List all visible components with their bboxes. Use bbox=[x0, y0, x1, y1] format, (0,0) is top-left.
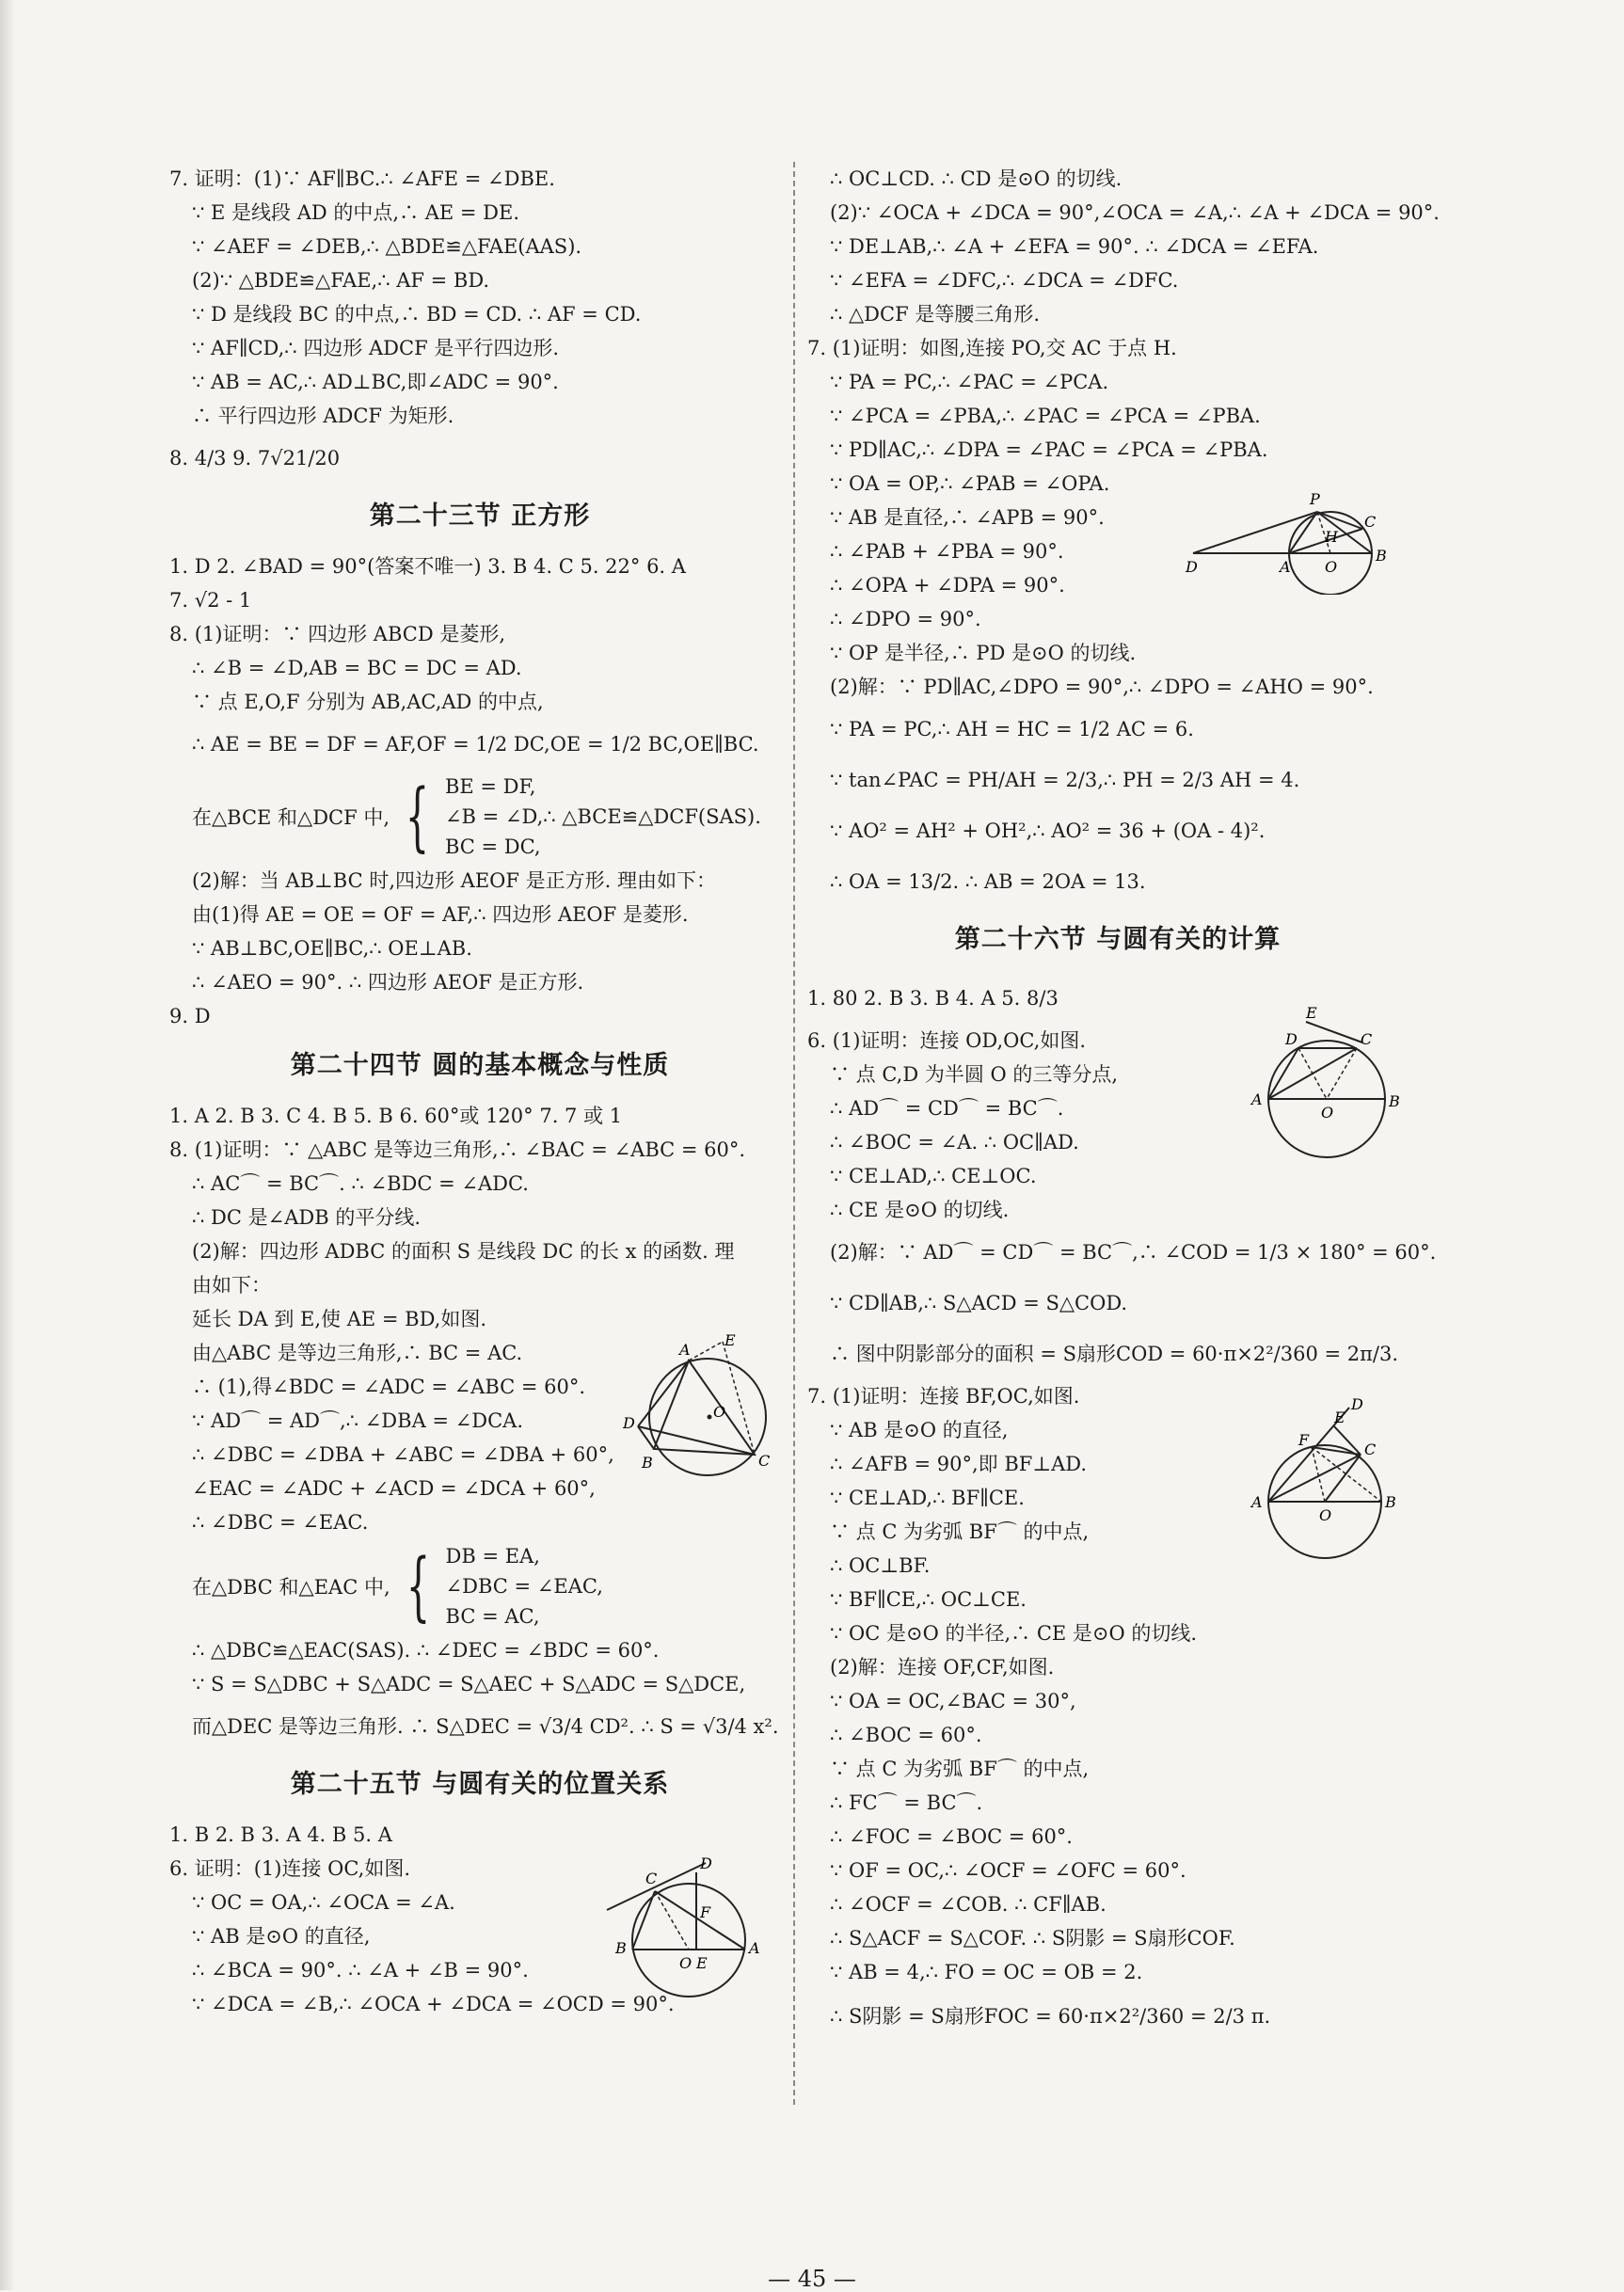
fig-label: C bbox=[645, 1870, 658, 1887]
answer-line: ∵ ∠DCA = ∠B,∴ ∠OCA + ∠DCA = ∠OCD = 90°. bbox=[192, 1993, 675, 2015]
figure-24 bbox=[621, 1334, 781, 1485]
fig-label: D bbox=[623, 1414, 635, 1432]
figure-26a bbox=[1240, 1005, 1409, 1165]
answer-line: 7. (1)证明：连接 BF,OC,如图. bbox=[807, 1385, 1080, 1408]
answer-line: ∵ OA = OP,∴ ∠PAB = ∠OPA. bbox=[830, 472, 1110, 495]
fig-label: O bbox=[679, 1954, 693, 1972]
brace-group-24 bbox=[169, 1539, 790, 1633]
answer-line: ∴ OC⊥BF. bbox=[830, 1554, 931, 1577]
section-heading-24: 第二十四节 圆的基本概念与性质 bbox=[290, 1051, 670, 1080]
answer-line: ∴ 图中阴影部分的面积 = S扇形COD = 60·π×2²/360 = 2π/3. bbox=[830, 1343, 1399, 1365]
answer-line: ∵ PA = PC,∴ ∠PAC = ∠PCA. bbox=[830, 371, 1109, 393]
answer-line: ∵ CE⊥AD,∴ BF∥CE. bbox=[830, 1487, 1025, 1509]
fig-label: D bbox=[1351, 1398, 1363, 1413]
fig-label: O bbox=[1325, 558, 1338, 576]
answer-line: ∵ S = S△DBC + S△ADC = S△AEC + S△ADC = S△DCE, bbox=[192, 1673, 746, 1695]
answer-line: ∵ 点 C,D 为半圆 O 的三等分点, bbox=[830, 1063, 1119, 1086]
fig-label: E bbox=[724, 1334, 736, 1349]
answer-line: ∵ DE⊥AB,∴ ∠A + ∠EFA = 90°. ∴ ∠DCA = ∠EFA. bbox=[830, 235, 1319, 258]
answer-line: 由△ABC 是等边三角形,∴ BC = AC. bbox=[192, 1342, 523, 1364]
answer-block-25b bbox=[807, 162, 1440, 704]
answer-line: ∵ AD⌒ = AD⌒,∴ ∠DBA = ∠DCA. bbox=[192, 1409, 524, 1432]
answer-line: ∴ ∠OPA + ∠DPA = 90°. bbox=[830, 574, 1065, 597]
answer-line: ∵ PA = PC,∴ AH = HC = 1/2 AC = 6. bbox=[830, 718, 1194, 740]
fig-label: C bbox=[758, 1452, 771, 1470]
answer-line: BC = DC, bbox=[444, 836, 541, 858]
fig-label: A bbox=[1251, 1090, 1263, 1108]
fig-label: C bbox=[1364, 513, 1377, 531]
answer-line: ∵ OA = OC,∠BAC = 30°, bbox=[830, 1690, 1076, 1712]
answer-line: ∵ PD∥AC,∴ ∠DPA = ∠PAC = ∠PCA = ∠PBA. bbox=[830, 438, 1268, 461]
answer-line: ∴ DC 是∠ADB 的平分线. bbox=[192, 1206, 421, 1229]
answer-line: ∵ OC 是⊙O 的半径,∴ CE 是⊙O 的切线. bbox=[830, 1622, 1198, 1645]
fig-label: F bbox=[1298, 1431, 1310, 1449]
answer-line: ∵ AO² = AH² + OH²,∴ AO² = 36 + (OA - 4)². bbox=[830, 820, 1266, 842]
answer-line: ∵ AB = 4,∴ FO = OC = OB = 2. bbox=[830, 1961, 1143, 1983]
answer-line: DB = EA, bbox=[445, 1545, 540, 1568]
brace-group-23 bbox=[169, 770, 790, 864]
answer-line: ∴ AE = BE = DF = AF,OF = 1/2 DC,OE = 1/2 BC,OE∥BC. bbox=[192, 733, 759, 756]
answer-block-24b bbox=[169, 1633, 790, 1701]
answer-line: ∴ ∠BCA = 90°. ∴ ∠A + ∠B = 90°. bbox=[192, 1959, 529, 1982]
answer-line: ∴ ∠OCF = ∠COB. ∴ CF∥AB. bbox=[830, 1893, 1107, 1916]
answer-line: 7. 证明：(1)∵ AF∥BC.∴ ∠AFE = ∠DBE. bbox=[169, 167, 555, 190]
answer-block-26-wrap bbox=[807, 1005, 1428, 1227]
fig-label: B bbox=[1385, 1493, 1396, 1511]
answer-block-23 bbox=[169, 549, 790, 719]
answer-line: ∵ E 是线段 AD 的中点,∴ AE = DE. bbox=[192, 201, 520, 224]
answer-line: ∵ AB 是直径,∴ ∠APB = 90°. bbox=[830, 506, 1105, 529]
fig-label: C bbox=[1364, 1440, 1377, 1458]
answer-block-25c bbox=[807, 704, 1428, 907]
answer-line: 由(1)得 AE = OE = OF = AF,∴ 四边形 AEOF 是菱形. bbox=[192, 903, 689, 926]
answer-line: ∴ CE 是⊙O 的切线. bbox=[830, 1199, 1010, 1221]
answer-line: 而△DEC 是等边三角形. ∴ S△DEC = √3/4 CD². ∴ S = √3/4 x². bbox=[192, 1715, 779, 1738]
answer-line: (2)∵ △BDE≌△FAE,∴ AF = BD. bbox=[192, 269, 490, 292]
fig-label: C bbox=[1361, 1030, 1373, 1048]
fig-label: D bbox=[1285, 1030, 1298, 1048]
answer-line: 7. (1)证明：如图,连接 PO,交 AC 于点 H. bbox=[807, 337, 1177, 359]
answer-block-23b bbox=[169, 864, 790, 1033]
answer-block-26b-wrap bbox=[807, 1379, 1428, 1989]
answer-line: ∠B = ∠D,∴ △BCE≌△DCF(SAS). bbox=[444, 805, 761, 828]
fig-label: D bbox=[1186, 558, 1198, 576]
fig-label: A bbox=[1251, 1493, 1263, 1511]
answer-line: 1. B 2. B 3. A 4. B 5. A bbox=[169, 1823, 392, 1846]
brace-lines bbox=[446, 1541, 603, 1631]
answer-block-26-frac bbox=[807, 1227, 1437, 1379]
answer-line: ∵ OC = OA,∴ ∠OCA = ∠A. bbox=[192, 1891, 455, 1914]
section-heading-23: 第二十三节 正方形 bbox=[369, 501, 591, 531]
answer-line: 7. √2 - 1 bbox=[169, 589, 252, 612]
answer-line: ∵ tan∠PAC = PH/AH = 2/3,∴ PH = 2/3 AH = 4. bbox=[830, 769, 1300, 791]
answer-line: ∴ ∠AEO = 90°. ∴ 四边形 AEOF 是正方形. bbox=[192, 971, 584, 994]
answer-block-22 bbox=[169, 162, 790, 433]
left-column bbox=[169, 162, 790, 2021]
answer-block-25-wrap bbox=[169, 1818, 790, 2021]
answer-line: ∵ CE⊥AD,∴ CE⊥OC. bbox=[830, 1165, 1037, 1187]
fig-label: B bbox=[642, 1454, 653, 1472]
answer-line: ∵ 点 C 为劣弧 BF⌒ 的中点, bbox=[830, 1758, 1090, 1780]
fig-label: F bbox=[700, 1903, 711, 1921]
answer-line: ∵ CD∥AB,∴ S△ACD = S△COD. bbox=[830, 1292, 1128, 1314]
answer-line: ∵ AB 是⊙O 的直径, bbox=[192, 1925, 371, 1948]
answer-line: ∴ ∠B = ∠D,AB = BC = DC = AD. bbox=[192, 657, 522, 679]
answer-line: ∠DBC = ∠EAC, bbox=[445, 1575, 603, 1598]
answer-block-24-wrap bbox=[169, 1099, 790, 1539]
answer-line: ∴ OC⊥CD. ∴ CD 是⊙O 的切线. bbox=[830, 167, 1122, 190]
answer-line: 1. A 2. B 3. C 4. B 5. B 6. 60°或 120° 7. 7 或 1 bbox=[169, 1105, 623, 1127]
section-heading-26: 第二十六节 与圆有关的计算 bbox=[954, 925, 1282, 954]
answer-line: ∴ ∠DBC = ∠DBA + ∠ABC = ∠DBA + 60°, bbox=[192, 1443, 614, 1466]
answer-line: ∴ AC⌒ = BC⌒. ∴ ∠BDC = ∠ADC. bbox=[192, 1172, 529, 1195]
fig-label: O bbox=[713, 1403, 726, 1421]
answer-line: ∴ ∠PAB + ∠PBA = 90°. bbox=[830, 540, 1064, 563]
fig-label: D bbox=[700, 1855, 712, 1872]
answer-line: ∵ AB⊥BC,OE∥BC,∴ OE⊥AB. bbox=[192, 937, 472, 960]
brace-symbol: { bbox=[406, 1542, 430, 1630]
answer-line: ∠EAC = ∠ADC + ∠ACD = ∠DCA + 60°, bbox=[192, 1477, 596, 1500]
fig-label: O bbox=[1321, 1104, 1334, 1122]
answer-line: BE = DF, bbox=[444, 775, 536, 798]
brace-lines bbox=[445, 772, 761, 862]
answer-line: ∴ (1),得∠BDC = ∠ADC = ∠ABC = 60°. bbox=[192, 1376, 586, 1398]
answer-line: ∵ ∠EFA = ∠DFC,∴ ∠DCA = ∠DFC. bbox=[830, 269, 1179, 292]
answer-line: ∴ ∠DBC = ∠EAC. bbox=[192, 1511, 369, 1534]
answer-line: ∵ BF∥CE,∴ OC⊥CE. bbox=[830, 1588, 1027, 1611]
answer-line: ∴ △DCF 是等腰三角形. bbox=[830, 303, 1041, 326]
answer-line: ∴ S阴影 = S扇形FOC = 60·π×2²/360 = 2/3 π. bbox=[830, 2005, 1271, 2028]
fig-label: E bbox=[1306, 1005, 1317, 1022]
brace-symbol: { bbox=[405, 772, 430, 860]
fig-label: B bbox=[1376, 547, 1387, 565]
answer-line: ∵ 点 C 为劣弧 BF⌒ 的中点, bbox=[830, 1520, 1090, 1543]
answer-line: ∵ ∠AEF = ∠DEB,∴ △BDE≌△FAE(AAS). bbox=[192, 235, 582, 258]
answer-line: ∵ AF∥CD,∴ 四边形 ADCF 是平行四边形. bbox=[192, 337, 560, 359]
page-number: — 45 — bbox=[768, 2266, 856, 2292]
answer-line: ∴ FC⌒ = BC⌒. bbox=[830, 1791, 983, 1814]
answer-line: ∴ ∠AFB = 90°,即 BF⊥AD. bbox=[830, 1453, 1087, 1475]
answer-line: 延长 DA 到 E,使 AE = BD,如图. bbox=[192, 1308, 487, 1330]
answer-line: 由如下： bbox=[192, 1274, 271, 1297]
answer-line: 8. 4/3 9. 7√21/20 bbox=[169, 447, 341, 470]
answer-line: ∴ ∠DPO = 90°. bbox=[830, 608, 981, 630]
answer-line: ∴ OA = 13/2. ∴ AB = 2OA = 13. bbox=[830, 870, 1146, 893]
column-divider bbox=[793, 162, 795, 2105]
figure-7 bbox=[1184, 491, 1409, 595]
fig-label: B bbox=[1389, 1092, 1400, 1110]
fig-label: E bbox=[696, 1954, 708, 1972]
brace-prefix: 在△BCE 和△DCF 中, bbox=[192, 806, 390, 829]
fig-label: A bbox=[679, 1341, 691, 1359]
answer-line: ∵ OP 是半径,∴ PD 是⊙O 的切线. bbox=[830, 642, 1137, 664]
answer-line: 8. (1)证明：∵ △ABC 是等边三角形,∴ ∠BAC = ∠ABC = 60°. bbox=[169, 1138, 746, 1161]
answer-line: ∵ AB 是⊙O 的直径, bbox=[830, 1419, 1009, 1441]
page-edge bbox=[0, 0, 15, 2290]
right-column bbox=[807, 162, 1440, 2044]
figure-26b bbox=[1240, 1398, 1409, 1568]
answer-line: 8. (1)证明：∵ 四边形 ABCD 是菱形, bbox=[169, 623, 506, 645]
fig-label: O bbox=[1319, 1506, 1332, 1524]
answer-line: 1. D 2. ∠BAD = 90°(答案不唯一) 3. B 4. C 5. 22° 6. A bbox=[169, 555, 686, 578]
answer-line: ∵ D 是线段 BC 的中点,∴ BD = CD. ∴ AF = CD. bbox=[192, 303, 642, 326]
answer-line: ∵ OF = OC,∴ ∠OCF = ∠OFC = 60°. bbox=[830, 1859, 1186, 1882]
answer-line: ∵ 点 E,O,F 分别为 AB,AC,AD 的中点, bbox=[192, 691, 544, 713]
figure-25 bbox=[602, 1855, 772, 2006]
brace-prefix: 在△DBC 和△EAC 中, bbox=[192, 1576, 390, 1599]
answer-line: 6. 证明：(1)连接 OC,如图. bbox=[169, 1857, 411, 1880]
answer-line: ∴ ∠BOC = 60°. bbox=[830, 1724, 982, 1746]
answer-line: (2)解：四边形 ADBC 的面积 S 是线段 DC 的长 x 的函数. 理 bbox=[192, 1240, 735, 1263]
answer-line: ∵ AB = AC,∴ AD⊥BC,即∠ADC = 90°. bbox=[192, 371, 559, 393]
answer-line: ∴ AD⌒ = CD⌒ = BC⌒. bbox=[830, 1097, 1064, 1120]
answer-line: (2)解：∵ AD⌒ = CD⌒ = BC⌒,∴ ∠COD = 1/3 × 180° = 60°. bbox=[830, 1241, 1437, 1264]
fig-label: H bbox=[1325, 528, 1338, 546]
answer-line: ∵ ∠PCA = ∠PBA,∴ ∠PAC = ∠PCA = ∠PBA. bbox=[830, 405, 1261, 427]
answer-block-25b-wrap bbox=[807, 162, 1440, 704]
answer-line: ∴ 平行四边形 ADCF 为矩形. bbox=[192, 405, 454, 427]
fig-label: A bbox=[749, 1939, 760, 1957]
answer-line: (2)解：当 AB⊥BC 时,四边形 AEOF 是正方形. 理由如下： bbox=[192, 869, 716, 892]
fig-label: E bbox=[1334, 1409, 1345, 1426]
answer-line: ∴ ∠BOC = ∠A. ∴ OC∥AD. bbox=[830, 1131, 1079, 1154]
answer-line: ∴ △DBC≌△EAC(SAS). ∴ ∠DEC = ∠BDC = 60°. bbox=[192, 1639, 660, 1662]
answer-line: ∴ S△ACF = S△COF. ∴ S阴影 = S扇形COF. bbox=[830, 1927, 1235, 1950]
answer-line: (2)∵ ∠OCA + ∠DCA = 90°,∠OCA = ∠A,∴ ∠A + ∠DCA = 90°. bbox=[830, 201, 1440, 224]
answer-line: 9. D bbox=[169, 1005, 211, 1027]
fig-label: B bbox=[615, 1939, 627, 1957]
answer-line: 6. (1)证明：连接 OD,OC,如图. bbox=[807, 1029, 1086, 1052]
fig-label: A bbox=[1280, 558, 1291, 576]
answer-line: (2)解：∵ PD∥AC,∠DPO = 90°,∴ ∠DPO = ∠AHO = 90°. bbox=[830, 676, 1374, 698]
fig-label: P bbox=[1310, 491, 1320, 508]
section-heading-25: 第二十五节 与圆有关的位置关系 bbox=[290, 1770, 670, 1799]
answer-line: ∴ ∠FOC = ∠BOC = 60°. bbox=[830, 1825, 1073, 1848]
answer-line: 1. 80 2. B 3. B 4. A 5. 8/3 bbox=[807, 987, 1059, 1010]
answer-line: (2)解：连接 OF,CF,如图. bbox=[830, 1656, 1055, 1679]
answer-line: BC = AC, bbox=[445, 1605, 540, 1628]
